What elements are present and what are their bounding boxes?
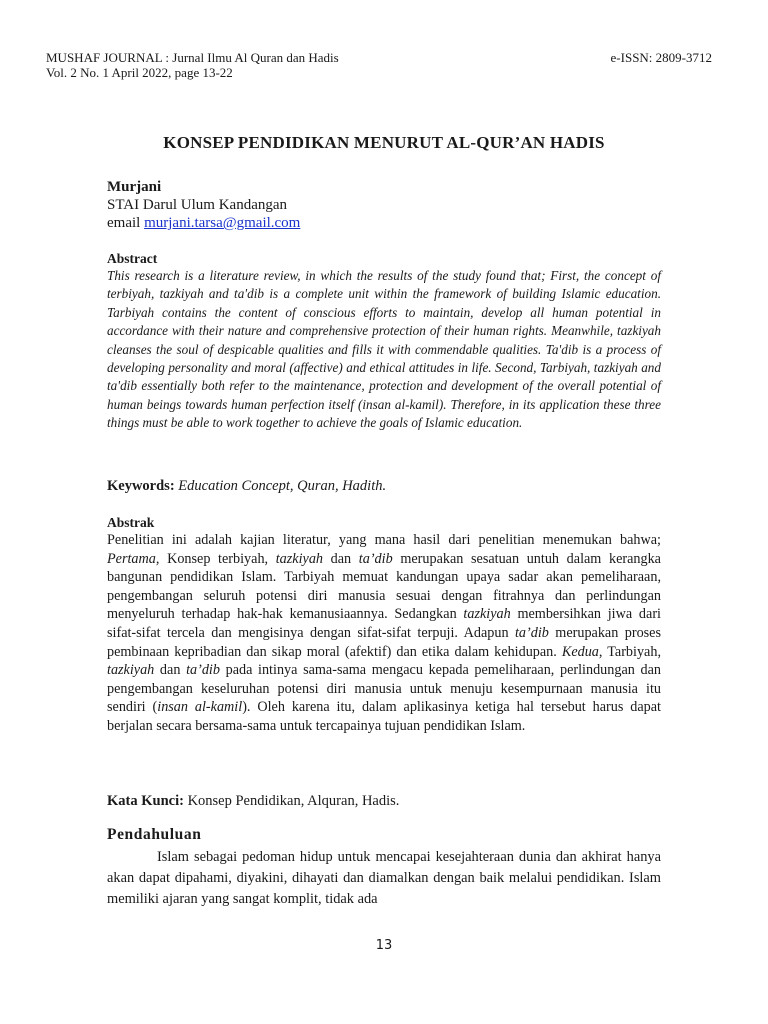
abstract-id-heading: Abstrak <box>107 515 155 530</box>
abstrak-italic: ta’dib <box>186 662 220 679</box>
abstrak-part: merupakan sesatuan untuh dalam kerangka bangunan pendidikan Islam. Tarbiyah memuat kandungan upaya sadar akan pemeliharaan, pengembangan seluruh potensi diri manusia sesuai dengan fitrahnya dan perlindungan menyeluruh terhadap hak-hak kemanusiaannya. Sedangkan <box>107 550 661 623</box>
keywords-en-label: Keywords: <box>107 478 175 494</box>
keywords-id-text: Konsep Pendidikan, Alquran, Hadis. <box>183 793 400 809</box>
abstrak-italic: tazkiyah <box>275 550 324 567</box>
abstrak-italic: tazkiyah <box>463 606 511 623</box>
abstract-id-text <box>107 531 661 736</box>
abstrak-part: merupakan proses pembinaan kepribadian dan sikap moral (afektif) dan etika dalam kehidupan. <box>107 624 661 660</box>
page-number: 13 <box>375 938 393 953</box>
abstrak-italic: Kedua <box>561 643 599 660</box>
journal-name: MUSHAF JOURNAL : Jurnal Ilmu Al Quran dan Hadis <box>46 50 339 65</box>
keywords-id <box>107 793 661 810</box>
abstrak-part: ). Oleh karena itu, dalam aplikasinya ketiga hal tersebut harus dapat berjalan secara bersama-sama untuk tercapainya tujuan pendidikan Islam. <box>107 699 662 734</box>
author-name: Murjani <box>107 179 162 195</box>
introduction-section <box>107 826 661 910</box>
abstract-id-section <box>107 515 661 736</box>
abstrak-italic: Pertama <box>107 550 156 567</box>
keywords-id-label: Kata Kunci: <box>107 793 184 809</box>
abstrak-part: dan <box>154 662 187 679</box>
abstrak-part: , Konsep terbiyah, <box>155 550 276 567</box>
eissn: e-ISSN: 2809-3712 <box>610 50 712 65</box>
abstrak-part: dan <box>323 550 359 567</box>
abstract-en-heading: Abstract <box>107 251 158 266</box>
introduction-heading: Pendahuluan <box>107 826 202 843</box>
abstrak-italic: ta’dib <box>514 624 549 641</box>
author-email-line <box>107 214 300 232</box>
volume-info: Vol. 2 No. 1 April 2022, page 13-22 <box>46 65 233 80</box>
email-prefix: email <box>107 215 145 231</box>
abstract-en-section <box>107 251 661 433</box>
abstrak-italic: ta’dib <box>358 550 393 567</box>
running-header <box>46 50 339 80</box>
author-block <box>107 178 300 232</box>
keywords-en-text: Education Concept, Quran, Hadith. <box>174 478 387 494</box>
paper-title: KONSEP PENDIDIKAN MENURUT AL-QUR’AN HADIS <box>163 133 605 152</box>
abstrak-italic: insan al-kamil <box>157 699 243 716</box>
abstrak-italic: tazkiyah <box>107 662 155 679</box>
author-affiliation: STAI Darul Ulum Kandangan <box>107 197 288 213</box>
abstrak-part: , Tarbiyah, <box>598 643 661 660</box>
introduction-text: Islam sebagai pedoman hidup untuk mencapai kesejahteraan dunia dan akhirat hanya akan dapat dipahami, diyakini, dihayati dan diamalkan dengan baik melalui pendidikan. Islam memiliki ajaran yang sangat komplit, tidak ada <box>107 849 661 907</box>
keywords-en <box>107 478 661 495</box>
abstrak-part: Penelitian ini adalah kajian literatur, yang mana hasil dari penelitian menemukan bahwa; <box>107 532 661 548</box>
email-link[interactable]: murjani.tarsa@gmail.com <box>144 215 301 231</box>
abstrak-part: membersihkan jiwa dari sifat-sifat tercela dan mengisinya dengan sifat-sifat terpuji. Adapun <box>107 606 661 641</box>
abstrak-part: pada intinya sama-sama mengacu kepada pemeliharaan, perlindungan dan pengembangan keseluruhan potensi diri manusia untuk menuju kesempurnaan manusia itu sendiri ( <box>107 662 661 716</box>
abstract-en-text: This research is a literature review, in which the results of the study found that; First, the concept of terbiyah, tazkiyah and ta'dib is a complete unit within the framework of building Islamic education. Tarbiyah contains the content of conscious efforts to maintain, develop all human potential in accordance with their nature and comprehensive protection of their human rights. Meanwhile, tazkiyah cleanses the soul of despicable qualities and fills it with commendable qualities. Ta'dib is a process of developing personality and moral (affective) and ethical attitudes in life. Second, Tarbiyah, tazkiyah and ta'dib essentially both refer to the maintenance, protection and development of the overall potential of human beings towards human perfection itself (insan al-kamil). Therefore, in its application these three things must be able to work together to achieve the goals of Islamic education. <box>107 268 661 431</box>
